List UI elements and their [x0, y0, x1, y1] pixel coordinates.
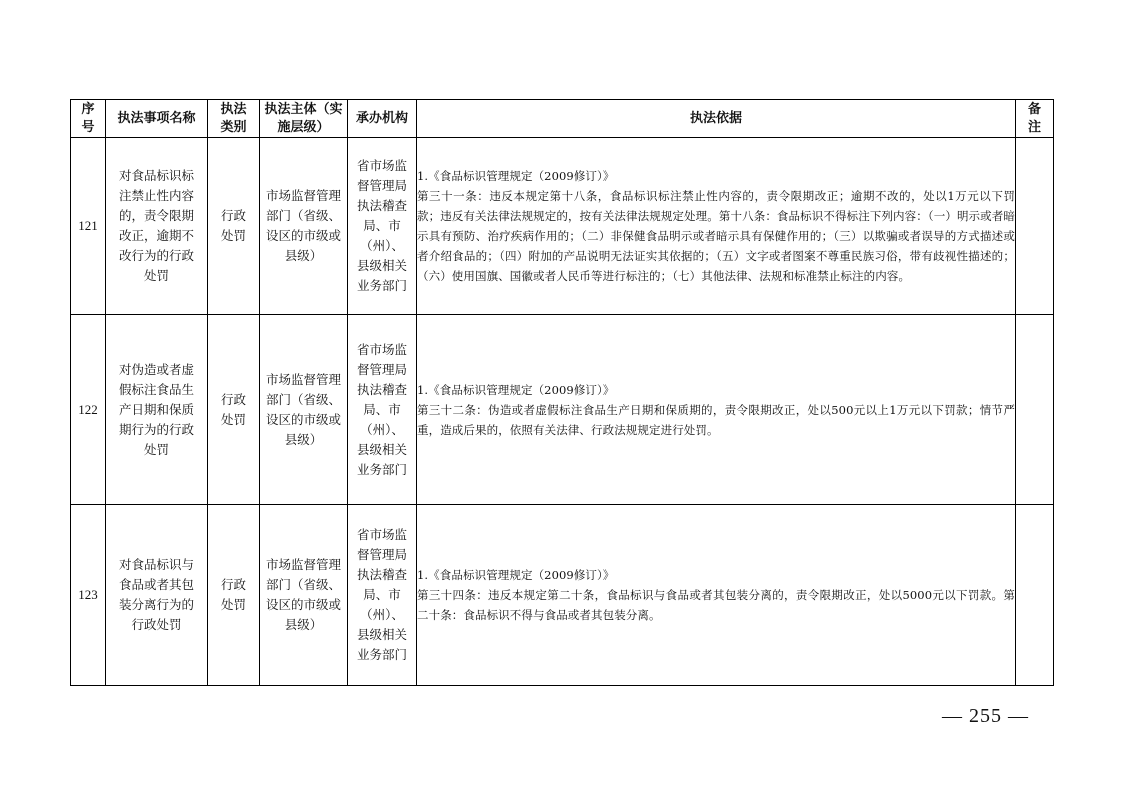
header-agency: 承办机构: [348, 100, 417, 138]
row-category: 行政处罚: [208, 505, 260, 686]
basis-text: 第三十二条：伪造或者虚假标注食品生产日期和保质期的，责令限期改正，处以500元以上1万元以下罚款；情节严重，造成后果的，依照有关法律、行政法规规定进行处罚。: [417, 402, 1015, 437]
row-category: 行政处罚: [208, 315, 260, 505]
row-seq: 121: [71, 138, 106, 315]
row-remarks: [1016, 315, 1054, 505]
row-agency: 省市场监督管理局执法稽查局、市（州）、县级相关业务部门: [348, 505, 417, 686]
row-agency: 省市场监督管理局执法稽查局、市（州）、县级相关业务部门: [348, 138, 417, 315]
table-row: [71, 315, 1054, 505]
row-basis: [417, 315, 1016, 505]
header-category: 执法类别: [208, 100, 260, 138]
page-number: — 255 —: [942, 705, 1029, 727]
header-remarks: 备注: [1016, 100, 1054, 138]
basis-title: 1.《食品标识管理规定（2009修订）》: [417, 169, 615, 183]
row-agency: 省市场监督管理局执法稽查局、市（州）、县级相关业务部门: [348, 315, 417, 505]
row-seq: 123: [71, 505, 106, 686]
row-basis: [417, 138, 1016, 315]
basis-title: 1.《食品标识管理规定（2009修订）》: [417, 568, 615, 582]
row-remarks: [1016, 505, 1054, 686]
row-subject: 市场监督管理部门（省级、设区的市级或县级）: [260, 505, 348, 686]
table-header-row: [71, 100, 1054, 138]
row-basis: [417, 505, 1016, 686]
row-item-name: 对食品标识标注禁止性内容的，责令限期改正，逾期不改行为的行政处罚: [106, 138, 208, 315]
basis-text: 第三十四条：违反本规定第二十条，食品标识与食品或者其包装分离的，责令限期改正，处以5000元以下罚款。第二十条：食品标识不得与食品或者其包装分离。: [417, 588, 1015, 622]
row-subject: 市场监督管理部门（省级、设区的市级或县级）: [260, 138, 348, 315]
header-subject: 执法主体（实施层级）: [260, 100, 348, 138]
row-item-name: 对伪造或者虚假标注食品生产日期和保质期行为的行政处罚: [106, 315, 208, 505]
header-item-name: 执法事项名称: [106, 100, 208, 138]
row-subject: 市场监督管理部门（省级、设区的市级或县级）: [260, 315, 348, 505]
basis-title: 1.《食品标识管理规定（2009修订）》: [417, 382, 615, 397]
header-seq: 序号: [71, 100, 106, 138]
table-row: [71, 505, 1054, 686]
table-row: [71, 138, 1054, 315]
basis-text: 第三十一条：违反本规定第十八条，食品标识标注禁止性内容的，责令限期改正；逾期不改的，处以1万元以下罚款；违反有关法律法规规定的，按有关法律法规规定处理。第十八条：食品标识不得标注下列内容：（一）明示或者暗示具有预防、治疗疾病作用的；（二）非保健食品明示或者暗示具有保健作用的；（三）以欺骗或者误导的方式描述或者介绍食品的；（四）附加的产品说明无法证实其依据的；（五）文字或者图案不尊重民族习俗，带有歧视性描述的；（六）使用国旗、国徽或者人民币等进行标注的；（七）其他法律、法规和标准禁止标注的内容。: [417, 189, 1015, 283]
row-category: 行政处罚: [208, 138, 260, 315]
row-remarks: [1016, 138, 1054, 315]
row-item-name: 对食品标识与食品或者其包装分离行为的行政处罚: [106, 505, 208, 686]
row-seq: 122: [71, 315, 106, 505]
enforcement-items-table: [70, 99, 1054, 686]
header-basis: 执法依据: [417, 100, 1016, 138]
